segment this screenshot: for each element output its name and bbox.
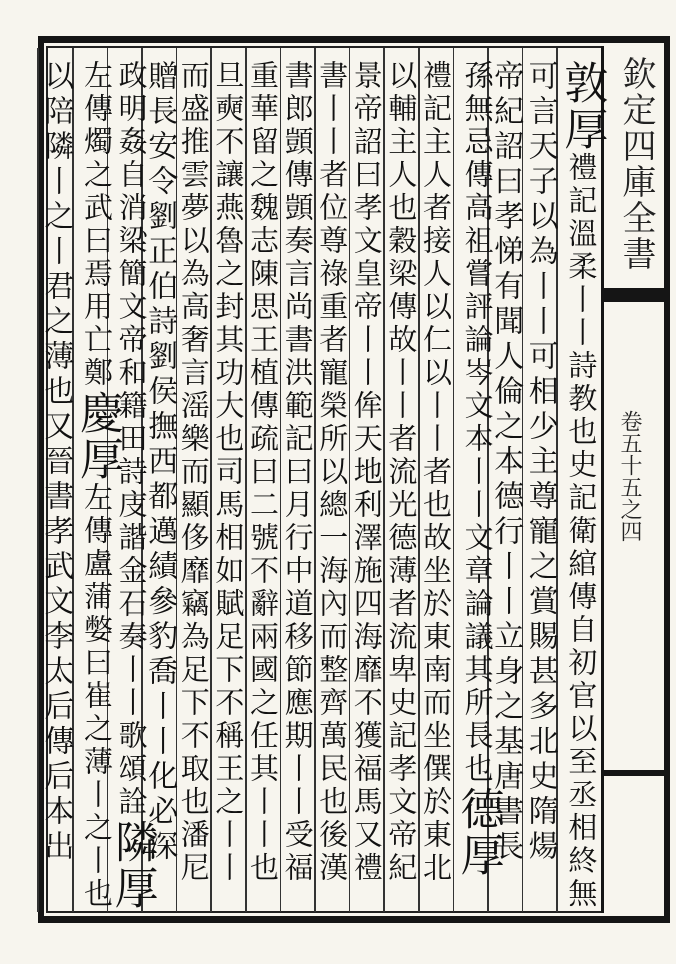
fishtail-mark-bottom (601, 770, 666, 776)
column-text: 景帝詔曰孝文皇帝丨丨侔天地利澤施四海靡不獲福馬又禮 (349, 60, 384, 885)
column-text: 書郎顗傳顗奏言尚書洪範記曰月行中道移節應期丨丨受福 (280, 60, 315, 885)
entry-heading: 德厚 (452, 786, 504, 878)
text-column (419, 60, 453, 885)
entry-heading: 慶厚 (72, 390, 123, 482)
text-column (211, 60, 246, 885)
column-text: 以輔主人也穀梁傳故丨丨者流光德薄者流卑史記孝文帝紀 (384, 60, 419, 885)
text-column (176, 60, 211, 885)
margin-volume-label: 卷五十五之四 (617, 410, 642, 542)
column-text: 重華留之魏志陳思王植傳疏曰二號不辭兩國之任其丨丨也 (246, 60, 280, 885)
page-edge (664, 36, 670, 923)
column-text: 左傳盧蒲嫳曰崔之薄丨之丨也 (80, 482, 114, 911)
text-column (315, 60, 350, 885)
entry-heading: 隣厚 (106, 819, 158, 911)
text-column (522, 60, 558, 865)
column-text: 可言天子以為丨丨可相少主尊寵之賞賜甚多北史隋煬 (522, 60, 558, 865)
column-text: 政明姦自消梁簡文帝和籍田詩庋諧金石奏丨丨歌頌詮 (114, 60, 149, 819)
text-column (280, 60, 315, 885)
text-column (384, 60, 419, 885)
column-text: 又晉書孝武文李太后傳后本出 (38, 410, 74, 865)
text-column (349, 60, 384, 885)
text-column (38, 60, 74, 865)
column-text: 禮記溫柔丨丨詩教也史記衛綰傳自初官以至丞相終無 (564, 152, 599, 911)
column-text: 贈長安令劉正伯詩劉侯撫西都邁績參豹喬丨丨化必深 (142, 60, 178, 865)
column-text: 書丨丨者位尊祿重者寵榮所以總一海內而整齊萬民也後漢 (315, 60, 350, 885)
column-text: 以陪隣丨之丨君之薄也 (38, 60, 74, 410)
column-text: 旦奭不讓燕魯之封其功大也司馬相如賦足下不稱王之丨丨 (211, 60, 246, 885)
column-text: 而盛推雲夢以為高奢言滛樂而顯侈靡竊為足下不取也潘尼 (176, 60, 211, 885)
column-text: 帝紀詔曰孝悌有聞人倫之本德行丨丨立身之基唐書長 (488, 60, 524, 865)
text-column (556, 60, 608, 911)
text-column (72, 60, 123, 911)
text-column (246, 60, 280, 885)
margin-book-title: 欽定四庫全書 (616, 56, 656, 272)
column-text: 禮記主人者接人以仁以丨丨者也故坐於東南而坐僎於東北 (419, 60, 453, 885)
entry-heading: 敦厚 (556, 60, 608, 152)
column-text: 孫無忌傳高祖嘗評論岑文本丨丨文章論議其所長也 (460, 60, 495, 786)
fishtail-mark-top (601, 288, 666, 302)
column-text: 左傳燭之武曰焉用亡鄭 (80, 60, 114, 390)
text-column (452, 60, 504, 878)
